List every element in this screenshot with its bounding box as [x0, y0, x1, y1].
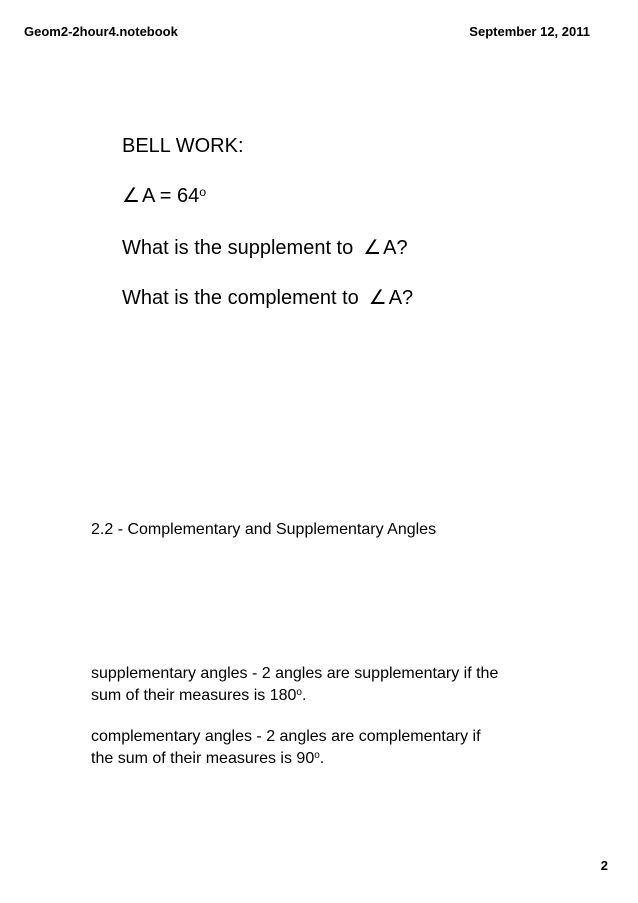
angle-measure-line: [122, 184, 206, 208]
complementary-line-1: complementary angles - 2 angles are complementary if: [91, 728, 481, 745]
section-title: 2.2 - Complementary and Supplementary Angles: [91, 521, 437, 538]
page-number: 2: [600, 858, 608, 873]
bell-work-heading: BELL WORK:: [122, 135, 244, 157]
supplement-question: [122, 236, 408, 260]
supplement-question-text: What is the supplement to: [122, 237, 354, 259]
complement-question-text: What is the complement to: [122, 287, 359, 309]
angle-icon: ∠: [122, 185, 140, 207]
angle-icon: ∠: [363, 237, 382, 259]
complement-question-suffix: A?: [388, 287, 414, 309]
supplement-question-suffix: A?: [383, 237, 408, 259]
complementary-definition: [91, 726, 561, 770]
degree-mark: o: [199, 184, 207, 199]
angle-icon: ∠: [368, 287, 387, 309]
notebook-title: Geom2-2hour4.notebook: [24, 24, 178, 39]
supplementary-line-2: sum of their measures is 180$^o$.: [91, 686, 307, 704]
supplementary-line-1: supplementary angles - 2 angles are supplementary if the: [91, 665, 499, 682]
supplementary-definition: [91, 663, 561, 707]
complementary-line-2: the sum of their measures is 90$^o$.: [91, 749, 325, 767]
degree-mark: o: [296, 686, 302, 698]
angle-name: A: [141, 185, 155, 207]
degree-mark: o: [314, 749, 320, 761]
complement-question: [122, 286, 413, 310]
page-date: September 12, 2011: [469, 24, 590, 39]
angle-equation: = 64: [154, 185, 200, 207]
